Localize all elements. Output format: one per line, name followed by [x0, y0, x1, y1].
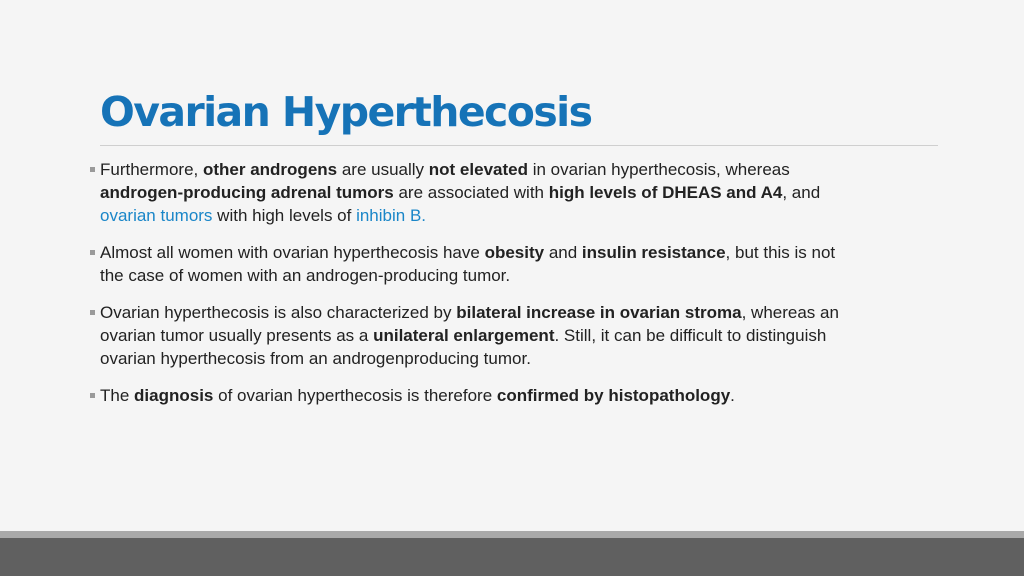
slide-body: [90, 158, 945, 421]
text-run: ovarian hyperthecosis from an androgenproducing tumor.: [100, 349, 531, 368]
text-run: are usually: [337, 160, 429, 179]
square-bullet-icon: [90, 250, 95, 255]
highlight-text: ovarian tumors: [100, 206, 213, 225]
bold-text: not elevated: [428, 160, 528, 179]
bullet-line: [100, 324, 945, 347]
bullet-line: [100, 241, 945, 264]
square-bullet-icon: [90, 167, 95, 172]
bold-text: confirmed by histopathology: [496, 386, 731, 405]
text-run: , but this is not: [725, 243, 836, 262]
text-run: Almost all women with ovarian hyperthecosis have: [100, 243, 485, 262]
bold-text: unilateral enlargement: [373, 326, 555, 345]
bullet-paragraph: [90, 384, 945, 407]
text-run: . Still, it can be difficult to distinguish: [554, 326, 827, 345]
text-run: the case of women with an androgen-producing tumor.: [100, 266, 511, 285]
bullet-paragraph: [90, 158, 945, 227]
text-run: , and: [782, 183, 821, 202]
bullet-line: [100, 384, 945, 407]
text-run: are associated with: [393, 183, 549, 202]
bullet-line: [100, 301, 945, 324]
bold-text: diagnosis: [134, 386, 214, 405]
bold-text: high levels of DHEAS and A4: [548, 183, 783, 202]
text-run: with high levels of: [212, 206, 357, 225]
title-divider: [100, 145, 938, 146]
bold-text: androgen-producing adrenal tumors: [100, 183, 394, 202]
bullet-paragraph: [90, 301, 945, 370]
bold-text: obesity: [484, 243, 545, 262]
bullet-line: [100, 264, 945, 287]
text-run: Furthermore,: [100, 160, 203, 179]
bullet-line: [100, 158, 945, 181]
footer-accent-bar: [0, 531, 1024, 538]
bold-text: bilateral increase in ovarian stroma: [456, 303, 742, 322]
square-bullet-icon: [90, 310, 95, 315]
footer-bar: [0, 538, 1024, 576]
text-run: of ovarian hyperthecosis is therefore: [213, 386, 497, 405]
highlight-text: inhibin B.: [356, 206, 427, 225]
text-run: , whereas an: [741, 303, 839, 322]
bullet-line: [100, 204, 945, 227]
bold-text: insulin resistance: [581, 243, 726, 262]
slide-title: Ovarian Hyperthecosis: [100, 88, 592, 136]
text-run: .: [730, 386, 735, 405]
bullet-paragraph: [90, 241, 945, 287]
square-bullet-icon: [90, 393, 95, 398]
text-run: and: [544, 243, 582, 262]
bullet-line: [100, 181, 945, 204]
bold-text: other androgens: [202, 160, 338, 179]
text-run: Ovarian hyperthecosis is also characterized by: [100, 303, 457, 322]
bullet-line: [100, 347, 945, 370]
text-run: The: [100, 386, 135, 405]
text-run: ovarian tumor usually presents as a: [100, 326, 374, 345]
text-run: in ovarian hyperthecosis, whereas: [527, 160, 790, 179]
